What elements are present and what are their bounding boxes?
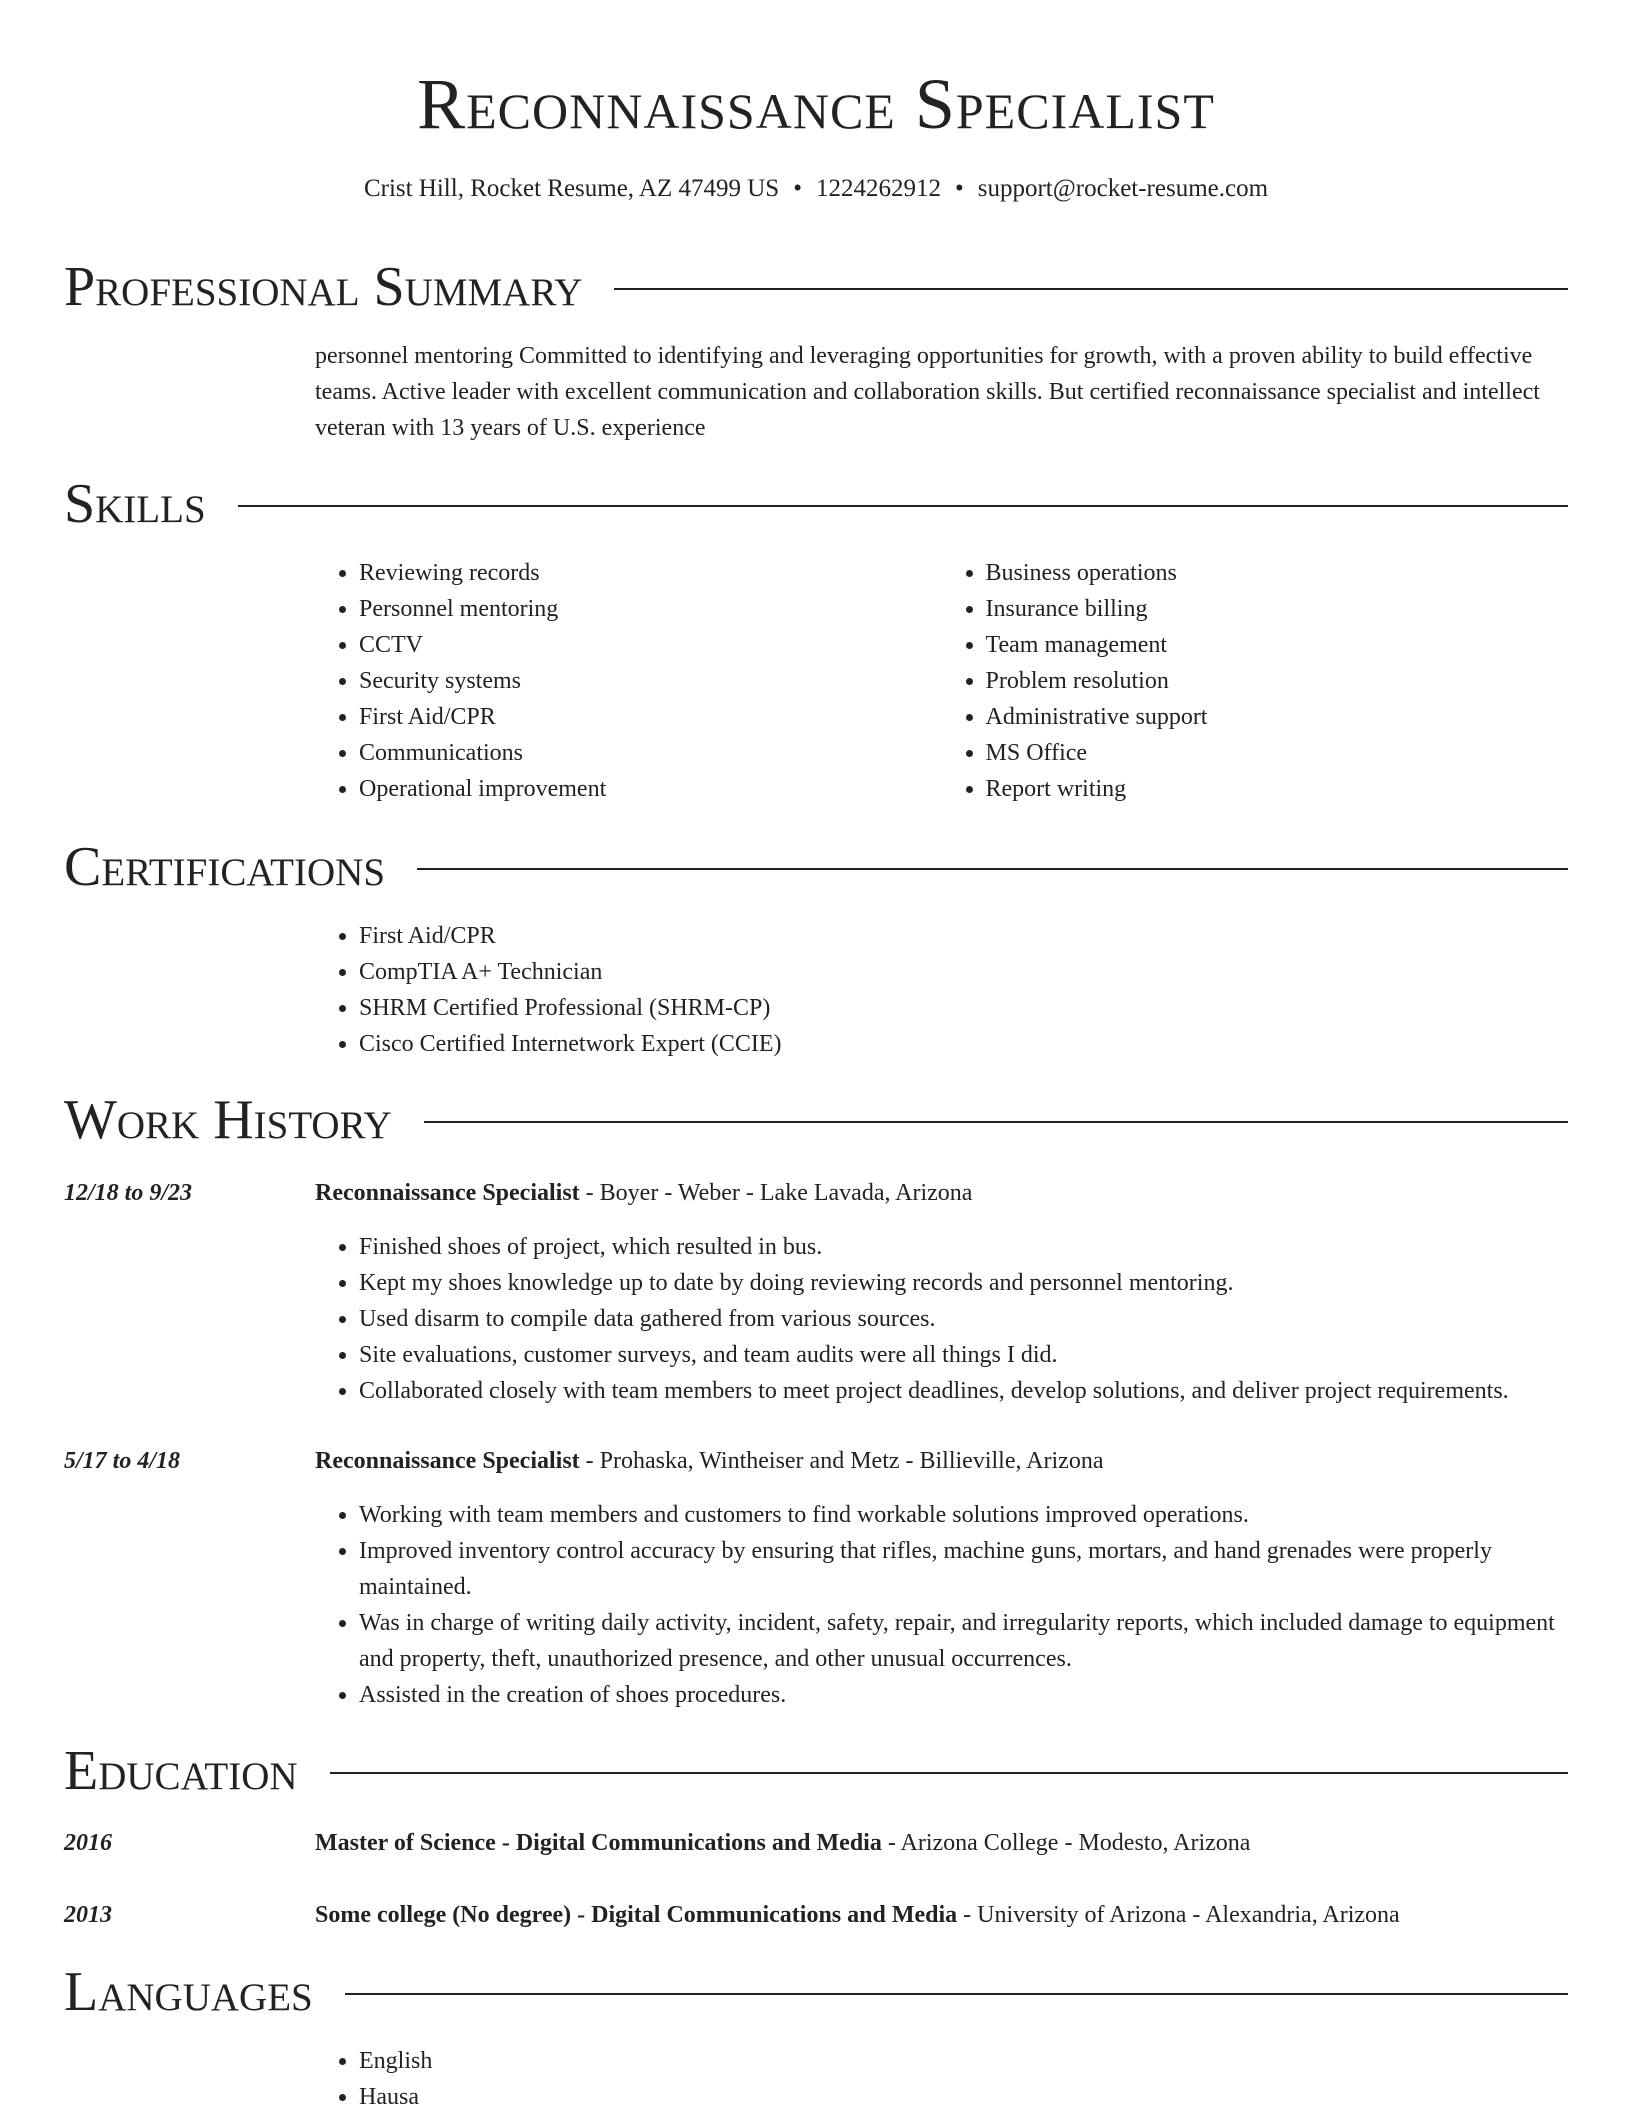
list-item: • Communications [359, 735, 942, 771]
list-item: • Site evaluations, customer surveys, and team audits were all things I did. [359, 1337, 1568, 1373]
section-title: Skills [64, 473, 206, 535]
education-year: 2013 [64, 1902, 112, 1928]
list-item: • Report writing [986, 771, 1569, 807]
list-item: • Problem resolution [986, 663, 1569, 699]
list-item: • Team management [986, 627, 1569, 663]
languages-list [315, 2043, 1568, 2115]
list-item: • Cisco Certified Internetwork Expert (CCIE) [359, 1026, 1568, 1062]
job-dates: 5/17 to 4/18 [64, 1448, 181, 1474]
job-dates: 12/18 to 9/23 [64, 1180, 193, 1206]
list-item: • Hausa [359, 2079, 1568, 2115]
list-item: • SHRM Certified Professional (SHRM-CP) [359, 990, 1568, 1026]
certifications-list [315, 918, 1568, 1062]
candidate-name: Reconnaissance Specialist [417, 64, 1215, 144]
list-item: • Working with team members and customers to find workable solutions improved operations. [359, 1497, 1568, 1533]
list-item: • Finished shoes of project, which resulted in bus. [359, 1229, 1568, 1265]
section-title: Education [64, 1740, 298, 1802]
list-item: • Reviewing records [359, 555, 942, 591]
section-divider [614, 288, 1568, 290]
list-item: • Insurance billing [986, 591, 1569, 627]
job-title-line [315, 1175, 1568, 1211]
list-item: • CompTIA A+ Technician [359, 954, 1568, 990]
list-item: • Administrative support [986, 699, 1569, 735]
list-item: • Personnel mentoring [359, 591, 942, 627]
section-divider [345, 1993, 1568, 1995]
list-item: • Used disarm to compile data gathered from various sources. [359, 1301, 1568, 1337]
degree: Some college (No degree) - Digital Communications and Media [315, 1902, 958, 1928]
education-section-header [64, 1739, 1568, 1803]
list-item: • First Aid/CPR [359, 699, 942, 735]
job-bullets [315, 1229, 1568, 1409]
job-company: - Prohaska, Wintheiser and Metz - Billieville, Arizona [579, 1448, 1104, 1474]
email: support@rocket-resume.com [977, 175, 1269, 202]
section-divider [330, 1772, 1568, 1774]
separator: • [793, 175, 802, 202]
list-item: • MS Office [986, 735, 1569, 771]
languages-section-header [64, 1960, 1568, 2024]
section-divider [424, 1121, 1568, 1123]
summary-body [315, 338, 1568, 446]
school: - Arizona College - Modesto, Arizona [881, 1830, 1251, 1856]
section-divider [417, 868, 1568, 870]
school: - University of Arizona - Alexandria, Arizona [957, 1902, 1400, 1928]
job-title-line [315, 1443, 1568, 1479]
phone: 1224262912 [815, 175, 941, 202]
section-divider [238, 505, 1568, 507]
skills-column-right [942, 555, 1569, 807]
section-title: Languages [64, 1961, 313, 2023]
education-year: 2016 [64, 1830, 112, 1856]
list-item: • Security systems [359, 663, 942, 699]
skills-list [315, 555, 1568, 807]
list-item: • Assisted in the creation of shoes procedures. [359, 1677, 1568, 1713]
list-item: • English [359, 2043, 1568, 2079]
degree: Master of Science - Digital Communications and Media [315, 1830, 882, 1856]
certifications-section-header [64, 835, 1568, 899]
job-title: Reconnaissance Specialist [315, 1448, 580, 1474]
summary-section-header [64, 255, 1568, 319]
job-title: Reconnaissance Specialist [315, 1180, 580, 1206]
job-bullets [315, 1497, 1568, 1713]
list-item: • Kept my shoes knowledge up to date by doing reviewing records and personnel mentoring. [359, 1265, 1568, 1301]
skills-section-header [64, 472, 1568, 536]
list-item: • Operational improvement [359, 771, 942, 807]
separator: • [954, 175, 964, 202]
address: Crist Hill, Rocket Resume, AZ 47499 US [363, 175, 780, 202]
section-title: Work History [64, 1089, 392, 1151]
list-item: • Was in charge of writing daily activity, incident, safety, repair, and irregularity reports, which included damage to equipment and property, theft, unauthorized presence, and other unusual occurrences. [359, 1605, 1568, 1677]
section-title: Professional Summary [64, 256, 583, 318]
list-item: • Business operations [986, 555, 1569, 591]
list-item: • Collaborated closely with team members to meet project deadlines, develop solutions, and deliver project requirements. [359, 1373, 1568, 1409]
section-title: Certifications [64, 836, 386, 898]
list-item: • Improved inventory control accuracy by ensuring that rifles, machine guns, mortars, and hand grenades were properly maintained. [359, 1533, 1568, 1605]
skills-column-left [315, 555, 942, 807]
job-company: - Boyer - Weber - Lake Lavada, Arizona [579, 1180, 973, 1206]
summary-text: personnel mentoring Committed to identifying and leveraging opportunities for growth, with a proven ability to build effective teams. Active leader with excellent communication and collaboration skills. But certified reconnaissance specialist and intellect veteran with 13 years of U.S. experience [315, 343, 1540, 441]
work-section-header [64, 1088, 1568, 1152]
list-item: • CCTV [359, 627, 942, 663]
contact-line [0, 172, 1632, 206]
list-item: • First Aid/CPR [359, 918, 1568, 954]
